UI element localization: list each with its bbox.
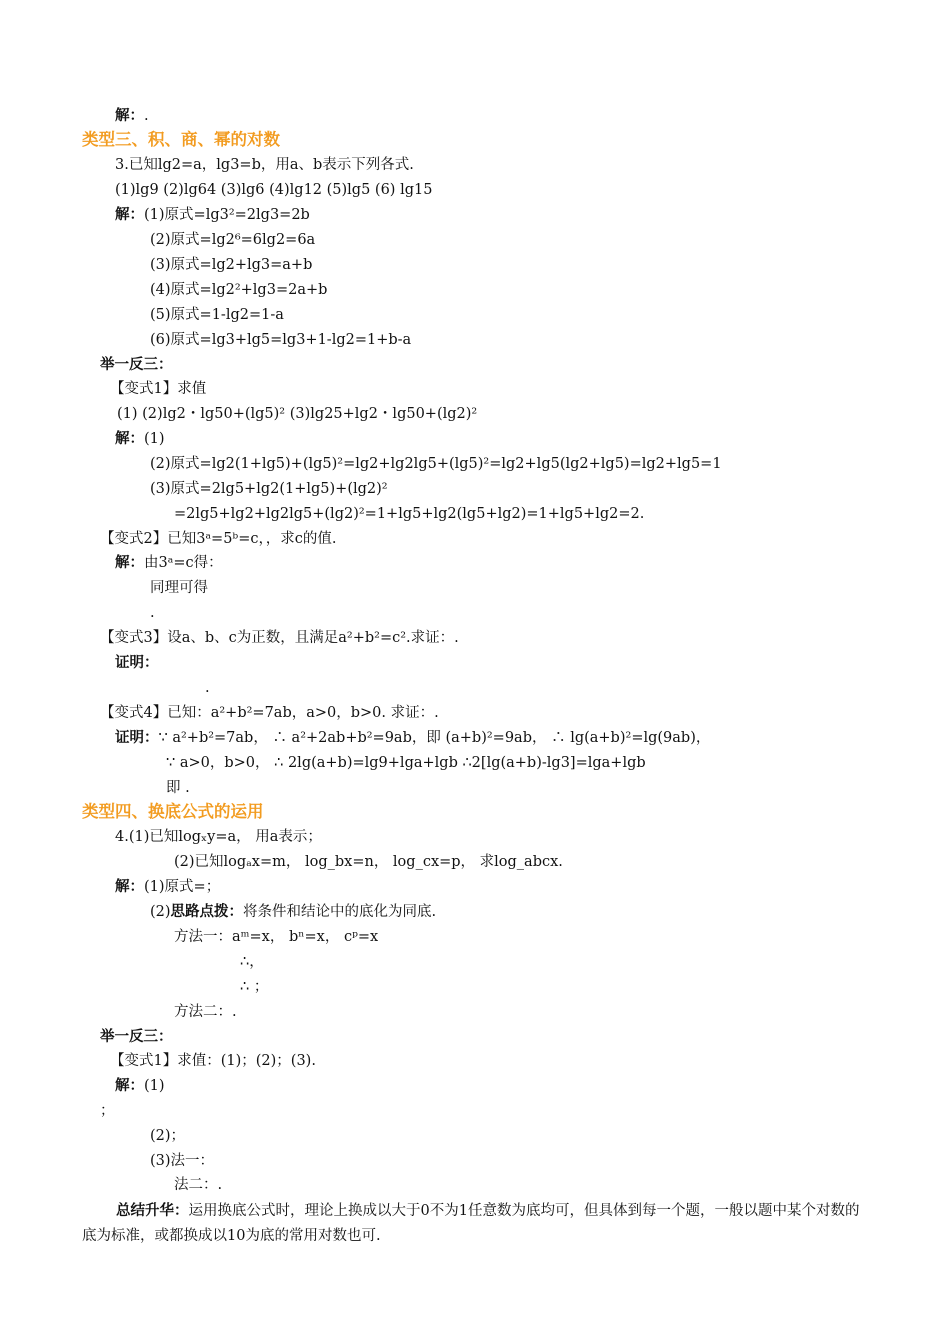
solution-step: (3)法一：: [150, 1153, 215, 1169]
practice-heading: 举一反三：: [100, 356, 173, 373]
proof-step: .: [205, 680, 210, 696]
proof-label: 证明：: [115, 654, 159, 671]
solution-label: 解：: [115, 430, 144, 447]
solution-step: ∴，: [240, 954, 264, 970]
solution-text: .: [144, 108, 149, 124]
problem-4-part2: (2)已知logₐx=m， log_bx=n， log_cx=p， 求log_abcx.: [174, 854, 563, 870]
solution-step: ；: [100, 1103, 115, 1119]
proof-text: ∵ a²+b²=7ab， ∴ a²+2ab+b²=9ab，即 (a+b)²=9ab， ∴ lg(a+b)²=lg(9ab)，: [158, 730, 711, 746]
solution-label: 解：: [115, 878, 144, 895]
problem-4-part1: 4.(1)已知logₓy=a， 用a表示；: [115, 829, 322, 845]
solution-line: [115, 205, 310, 225]
solution-step: 方法二：.: [174, 1004, 237, 1020]
solution-step: (2)原式=lg2⁶=6lg2=6a: [150, 232, 316, 248]
solution-step: .: [150, 605, 155, 621]
summary-paragraph: [82, 1198, 872, 1249]
solution-label: 解：: [115, 107, 144, 124]
solution-line: [115, 429, 165, 449]
solution-line: [115, 553, 223, 573]
proof-step: 即 .: [166, 780, 190, 796]
solution-line: [115, 106, 149, 126]
variant-1-title: 【变式1】求值: [110, 381, 207, 397]
proof-step: ∵ a>0，b>0， ∴ 2lg(a+b)=lg9+lga+lgb ∴2[lg(a+b)-lg3]=lga+lgb: [166, 755, 646, 771]
summary-text: 运用换底公式时，理论上换成以大于0不为1任意数为底均可，但具体到每一个题，一般以题中某个对数的底为标准，或都换成以10为底的常用对数也可.: [82, 1203, 860, 1244]
solution-step: (5)原式=1-lg2=1-a: [150, 307, 284, 323]
variant-1-title: 【变式1】求值：(1)；(2)；(3).: [110, 1053, 316, 1069]
variant-1-items: (1) (2)lg2・lg50+(lg5)² (3)lg25+lg2・lg50+(lg2)²: [117, 406, 478, 422]
solution-line: [115, 877, 220, 897]
practice-heading: 举一反三：: [100, 1028, 173, 1045]
proof-line: [115, 728, 710, 748]
solution-step: (2)；: [150, 1128, 186, 1144]
solution-step: 方法一：aᵐ=x， bⁿ=x， cᵖ=x: [174, 929, 379, 945]
solution-line: [115, 1076, 165, 1096]
solution-label: 解：: [115, 1077, 144, 1094]
proof-label: 证明：: [115, 729, 159, 746]
solution-text: 由3ᵃ=c得：: [144, 555, 223, 571]
solution-text: (1)原式=lg3²=2lg3=2b: [144, 207, 310, 223]
section-heading-type3: 类型三、积、商、幂的对数: [82, 130, 280, 149]
solution-text: (1): [144, 431, 165, 447]
solution-step: (6)原式=lg3+lg5=lg3+1-lg2=1+b-a: [150, 332, 412, 348]
solution-step: =2lg5+lg2+lg2lg5+(lg2)²=1+lg5+lg2(lg5+lg2)=1+lg5+lg2=2.: [174, 506, 645, 522]
solution-step: ∴ ；: [240, 979, 269, 995]
solution-step: 法二：.: [174, 1177, 223, 1193]
solution-text: (1)原式=；: [144, 879, 221, 895]
summary-label: 总结升华：: [116, 1202, 189, 1219]
variant-4-title: 【变式4】已知：a²+b²=7ab，a>0，b>0. 求证：.: [100, 705, 439, 721]
hint-text: 将条件和结论中的底化为同底.: [243, 904, 437, 920]
solution-text: (1): [144, 1078, 165, 1094]
solution-step: (3)原式=lg2+lg3=a+b: [150, 257, 313, 273]
solution-step: (4)原式=lg2²+lg3=2a+b: [150, 282, 328, 298]
solution-step: (2)思路点拨：将条件和结论中的底化为同底.: [150, 903, 437, 920]
problem-3-items: (1)lg9 (2)lg64 (3)lg6 (4)lg12 (5)lg5 (6) lg15: [115, 182, 433, 198]
problem-3-statement: 3.已知lg2=a，lg3=b，用a、b表示下列各式.: [115, 157, 414, 173]
section-heading-type4: 类型四、换底公式的运用: [82, 802, 264, 821]
solution-step: (2)原式=lg2(1+lg5)+(lg5)²=lg2+lg2lg5+(lg5)²=lg2+lg5(lg2+lg5)=lg2+lg5=1: [150, 456, 722, 472]
solution-label: 解：: [115, 206, 144, 223]
hint-label: 思路点拨：: [170, 903, 244, 920]
solution-step: (3)原式=2lg5+lg2(1+lg5)+(lg2)²: [150, 481, 388, 497]
variant-3-title: 【变式3】设a、b、c为正数，且满足a²+b²=c².求证：.: [100, 630, 459, 646]
solution-label: 解：: [115, 554, 144, 571]
variant-2-title: 【变式2】已知3ᵃ=5ᵇ=c，，求c的值.: [100, 531, 337, 547]
solution-step: 同理可得: [150, 580, 208, 596]
